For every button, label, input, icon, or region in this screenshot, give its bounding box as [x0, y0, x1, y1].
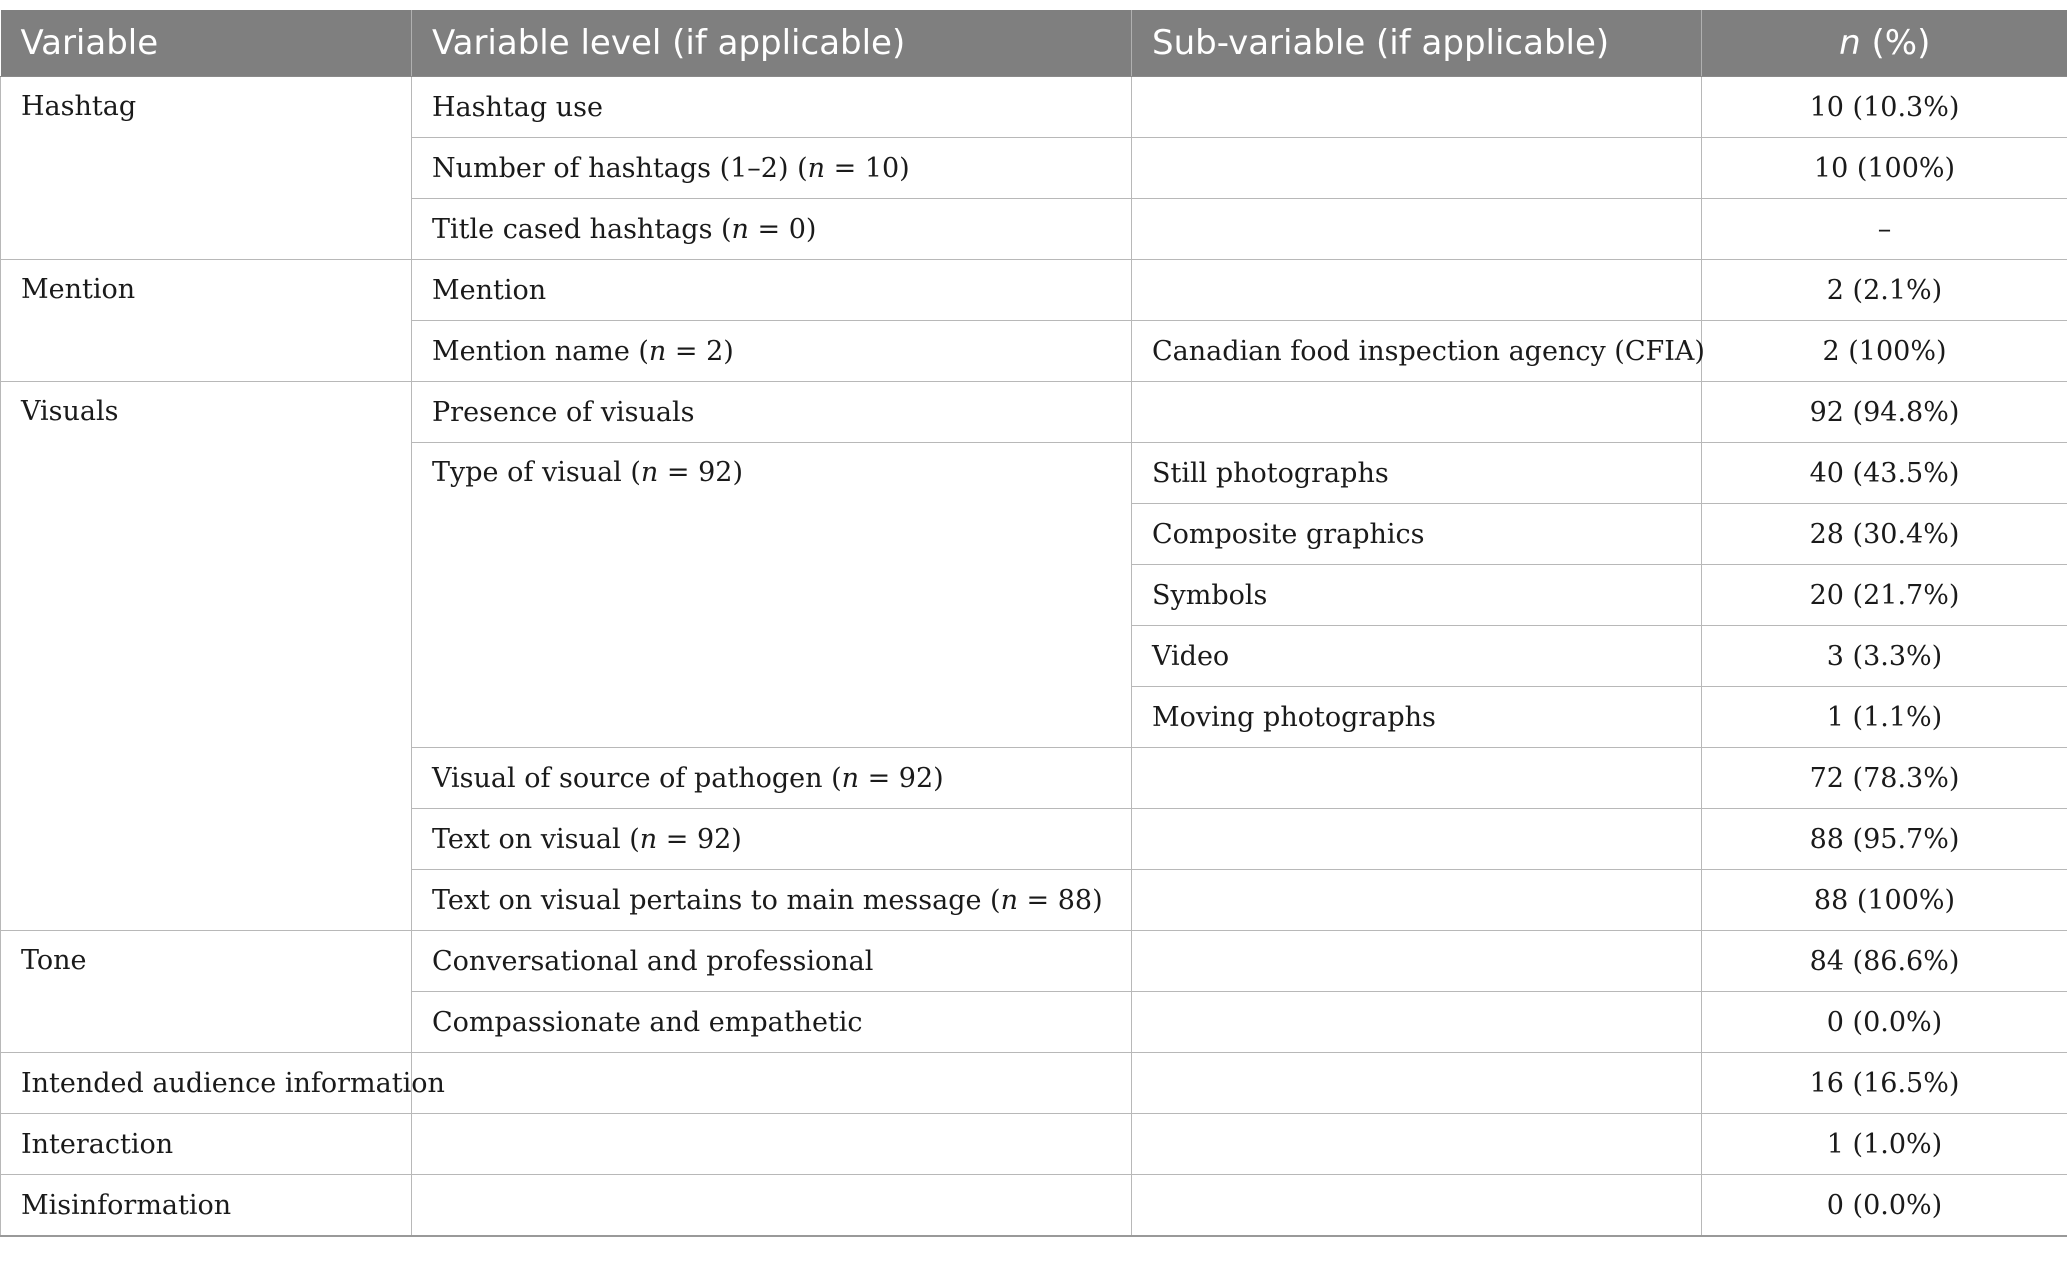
- table-row: [1, 77, 2067, 138]
- level-cell: [412, 748, 1132, 809]
- level-cell: [412, 138, 1132, 199]
- variable-audience: Intended audience information: [1, 1053, 412, 1114]
- value-cell: 72 (78.3%): [1702, 748, 2067, 809]
- level-text: = 92): [658, 457, 743, 488]
- sub-cell: Still photographs: [1132, 443, 1702, 504]
- sub-cell: [1132, 1053, 1702, 1114]
- header-variable: Variable: [1, 10, 412, 77]
- level-cell: [412, 199, 1132, 260]
- sub-cell: [1132, 199, 1702, 260]
- value-cell: 1 (1.0%): [1702, 1114, 2067, 1175]
- value-cell: 0 (0.0%): [1702, 1175, 2067, 1237]
- value-cell: 28 (30.4%): [1702, 504, 2067, 565]
- table-row: [1, 260, 2067, 321]
- sub-cell: [1132, 138, 1702, 199]
- sub-cell: Composite graphics: [1132, 504, 1702, 565]
- sub-cell: [1132, 382, 1702, 443]
- level-n: n: [641, 457, 658, 488]
- level-cell: Mention: [412, 260, 1132, 321]
- level-text: = 10): [825, 153, 910, 184]
- value-cell: 0 (0.0%): [1702, 992, 2067, 1053]
- value-cell: 10 (100%): [1702, 138, 2067, 199]
- level-n: n: [1001, 885, 1018, 916]
- sub-cell: Video: [1132, 626, 1702, 687]
- level-cell: Conversational and professional: [412, 931, 1132, 992]
- sub-cell: [1132, 870, 1702, 931]
- level-text: = 88): [1018, 885, 1103, 916]
- header-n: n: [1839, 23, 1861, 63]
- sub-cell: Moving photographs: [1132, 687, 1702, 748]
- sub-cell: [1132, 260, 1702, 321]
- value-cell: –: [1702, 199, 2067, 260]
- table-row: [1, 1053, 2067, 1114]
- sub-cell: [1132, 992, 1702, 1053]
- level-text: Mention name (: [432, 336, 649, 367]
- variable-hashtag: Hashtag: [1, 77, 412, 260]
- table-row: [1, 1175, 2067, 1237]
- value-cell: 3 (3.3%): [1702, 626, 2067, 687]
- header-n-percent: [1702, 10, 2067, 77]
- level-n: n: [649, 336, 666, 367]
- level-text: Title cased hashtags (: [432, 214, 732, 245]
- level-cell: [412, 1114, 1132, 1175]
- table-row: [1, 382, 2067, 443]
- value-cell: 88 (100%): [1702, 870, 2067, 931]
- level-cell: Presence of visuals: [412, 382, 1132, 443]
- sub-cell: Canadian food inspection agency (CFIA): [1132, 321, 1702, 382]
- level-cell: [412, 321, 1132, 382]
- level-cell: [412, 1053, 1132, 1114]
- sub-cell: [1132, 1175, 1702, 1237]
- level-text: = 2): [666, 336, 734, 367]
- level-text: Number of hashtags (1–2) (: [432, 153, 808, 184]
- level-text: Text on visual (: [432, 824, 640, 855]
- level-n: n: [808, 153, 825, 184]
- level-n: n: [842, 763, 859, 794]
- level-cell: [412, 870, 1132, 931]
- level-text: = 92): [657, 824, 742, 855]
- value-cell: 40 (43.5%): [1702, 443, 2067, 504]
- variable-mention: Mention: [1, 260, 412, 382]
- sub-cell: [1132, 77, 1702, 138]
- header-variable-level: Variable level (if applicable): [412, 10, 1132, 77]
- results-table: [0, 10, 2067, 1237]
- level-cell: Compassionate and empathetic: [412, 992, 1132, 1053]
- value-cell: 20 (21.7%): [1702, 565, 2067, 626]
- level-text: = 92): [859, 763, 944, 794]
- value-cell: 2 (100%): [1702, 321, 2067, 382]
- level-n: n: [732, 214, 749, 245]
- level-cell: [412, 809, 1132, 870]
- variable-interaction: Interaction: [1, 1114, 412, 1175]
- level-text: = 0): [749, 214, 817, 245]
- sub-cell: [1132, 931, 1702, 992]
- level-cell: Hashtag use: [412, 77, 1132, 138]
- level-cell: [412, 1175, 1132, 1237]
- variable-tone: Tone: [1, 931, 412, 1053]
- table-row: [1, 931, 2067, 992]
- header-row: [1, 10, 2067, 77]
- value-cell: 88 (95.7%): [1702, 809, 2067, 870]
- level-text: Visual of source of pathogen (: [432, 763, 842, 794]
- header-percent: (%): [1861, 23, 1931, 63]
- value-cell: 92 (94.8%): [1702, 382, 2067, 443]
- sub-cell: Symbols: [1132, 565, 1702, 626]
- variable-visuals: Visuals: [1, 382, 412, 931]
- value-cell: 84 (86.6%): [1702, 931, 2067, 992]
- sub-cell: [1132, 748, 1702, 809]
- header-sub-variable: Sub-variable (if applicable): [1132, 10, 1702, 77]
- sub-cell: [1132, 809, 1702, 870]
- value-cell: 16 (16.5%): [1702, 1053, 2067, 1114]
- level-n: n: [640, 824, 657, 855]
- level-cell: [412, 443, 1132, 748]
- value-cell: 1 (1.1%): [1702, 687, 2067, 748]
- level-text: Type of visual (: [432, 457, 641, 488]
- table-row: [1, 1114, 2067, 1175]
- sub-cell: [1132, 1114, 1702, 1175]
- variable-misinformation: Misinformation: [1, 1175, 412, 1237]
- value-cell: 10 (10.3%): [1702, 77, 2067, 138]
- value-cell: 2 (2.1%): [1702, 260, 2067, 321]
- level-text: Text on visual pertains to main message (: [432, 885, 1001, 916]
